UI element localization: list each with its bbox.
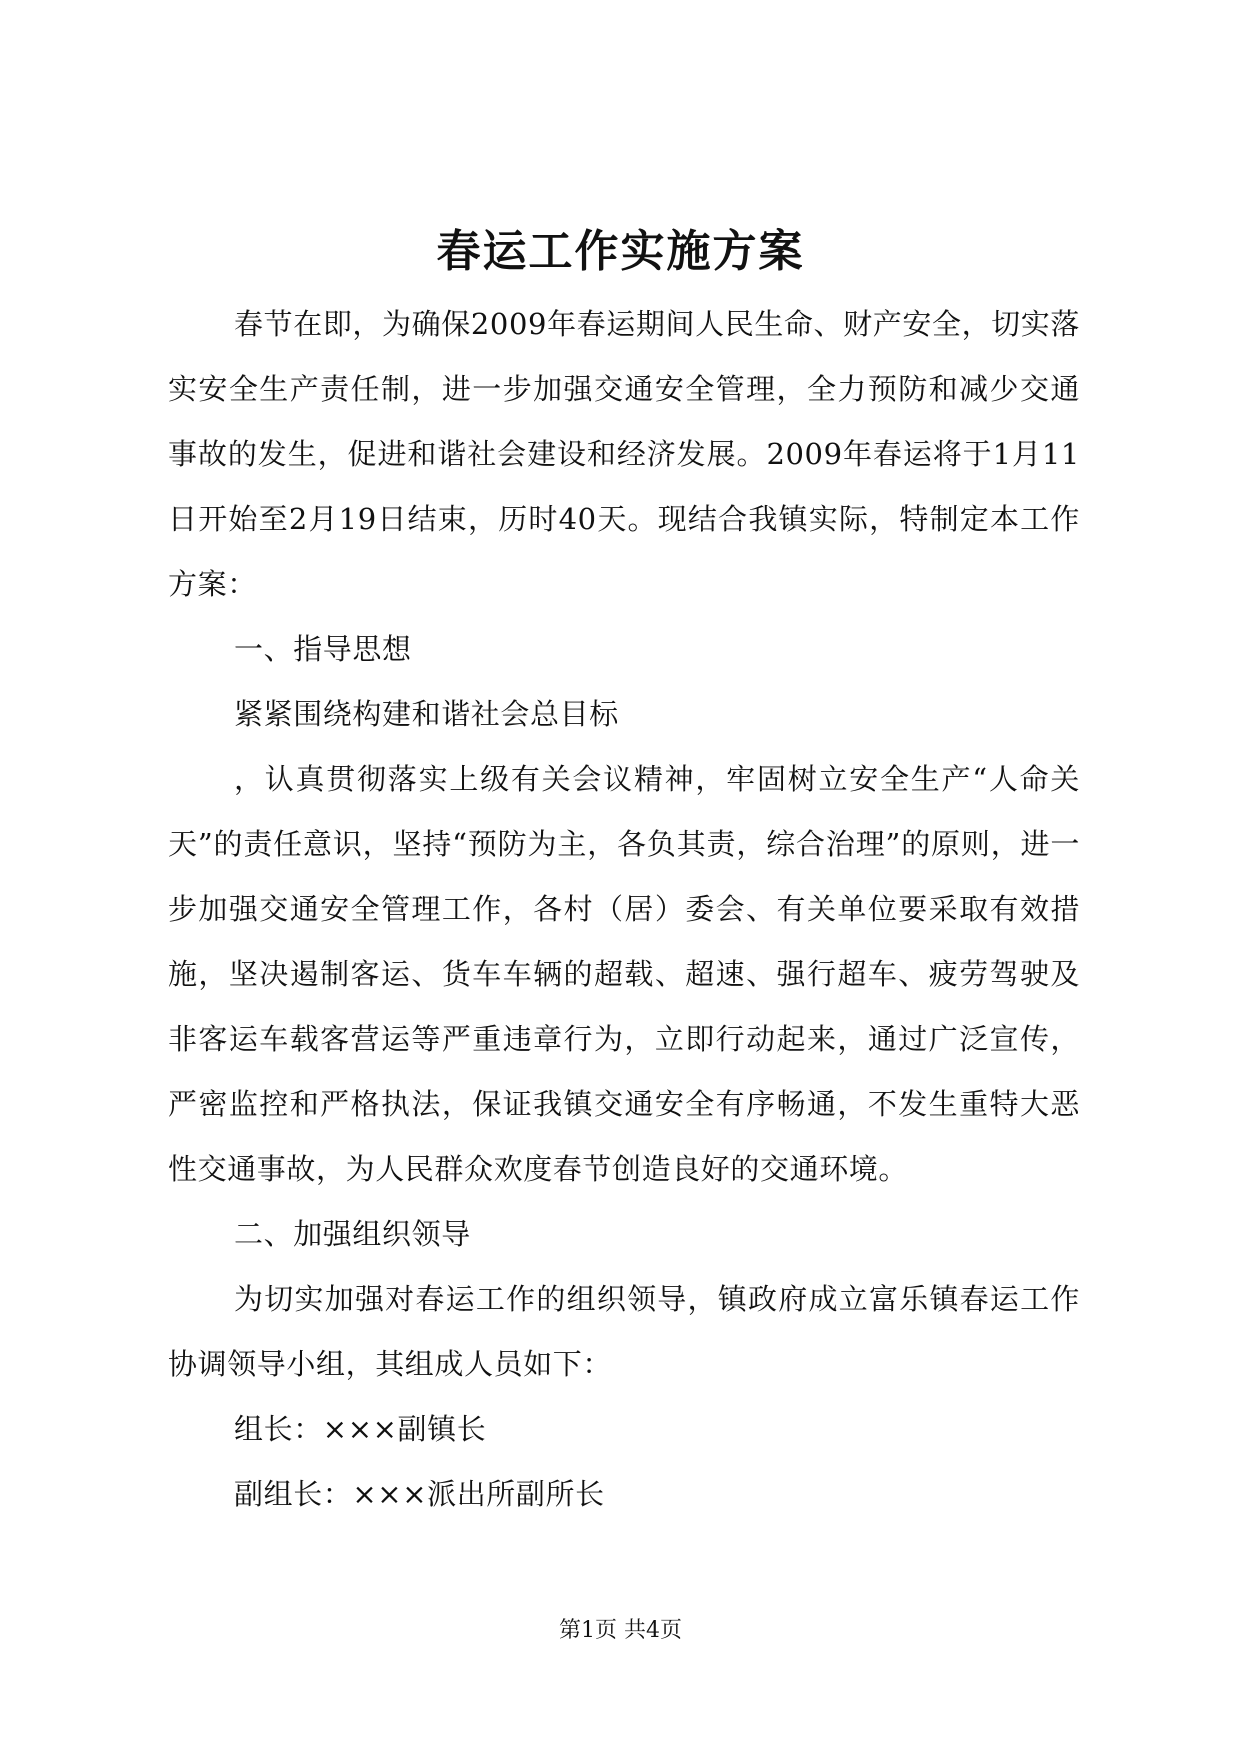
paragraph-deputy-leader: 副组长：×××派出所副所长 — [234, 1477, 605, 1511]
document-body — [168, 292, 1080, 1527]
document-title: 春运工作实施方案 — [436, 226, 805, 277]
page-number-footer: 第1页 共4页 — [559, 1618, 682, 1643]
paragraph-guiding-details: ，认真贯彻落实上级有关会议精神，牢固树立安全生产“人命关天”的责任意识，坚持“预防为主，各负其责，综合治理”的原则，进一步加强交通安全管理工作，各村（居）委会、有关单位要采取有效措施，坚决遏制客运、货车车辆的超载、超速、强行超车、疲劳驾驶及非客运车载客营运等严重违章行为，立即行动起来，通过广泛宣传，严密监控和严格执法，保证我镇交通安全有序畅通，不发生重特大恶性交通事故，为人民群众欢度春节创造良好的交通环境。 — [168, 762, 1080, 1186]
paragraph-team-leader: 组长：×××副镇长 — [234, 1412, 487, 1446]
paragraph-organization: 为切实加强对春运工作的组织领导，镇政府成立富乐镇春运工作协调领导小组，其组成人员如下： — [168, 1282, 1080, 1381]
heading-guiding-ideology: 一、指导思想 — [234, 632, 412, 666]
heading-organization: 二、加强组织领导 — [234, 1217, 471, 1251]
paragraph-intro: 春节在即，为确保2009年春运期间人民生命、财产安全，切实落实安全生产责任制，进一步加强交通安全管理，全力预防和减少交通事故的发生，促进和谐社会建设和经济发展。2009年春运将于1月11日开始至2月19日结束，历时40天。现结合我镇实际，特制定本工作方案： — [168, 307, 1080, 601]
paragraph-goal: 紧紧围绕构建和谐社会总目标 — [234, 697, 619, 731]
